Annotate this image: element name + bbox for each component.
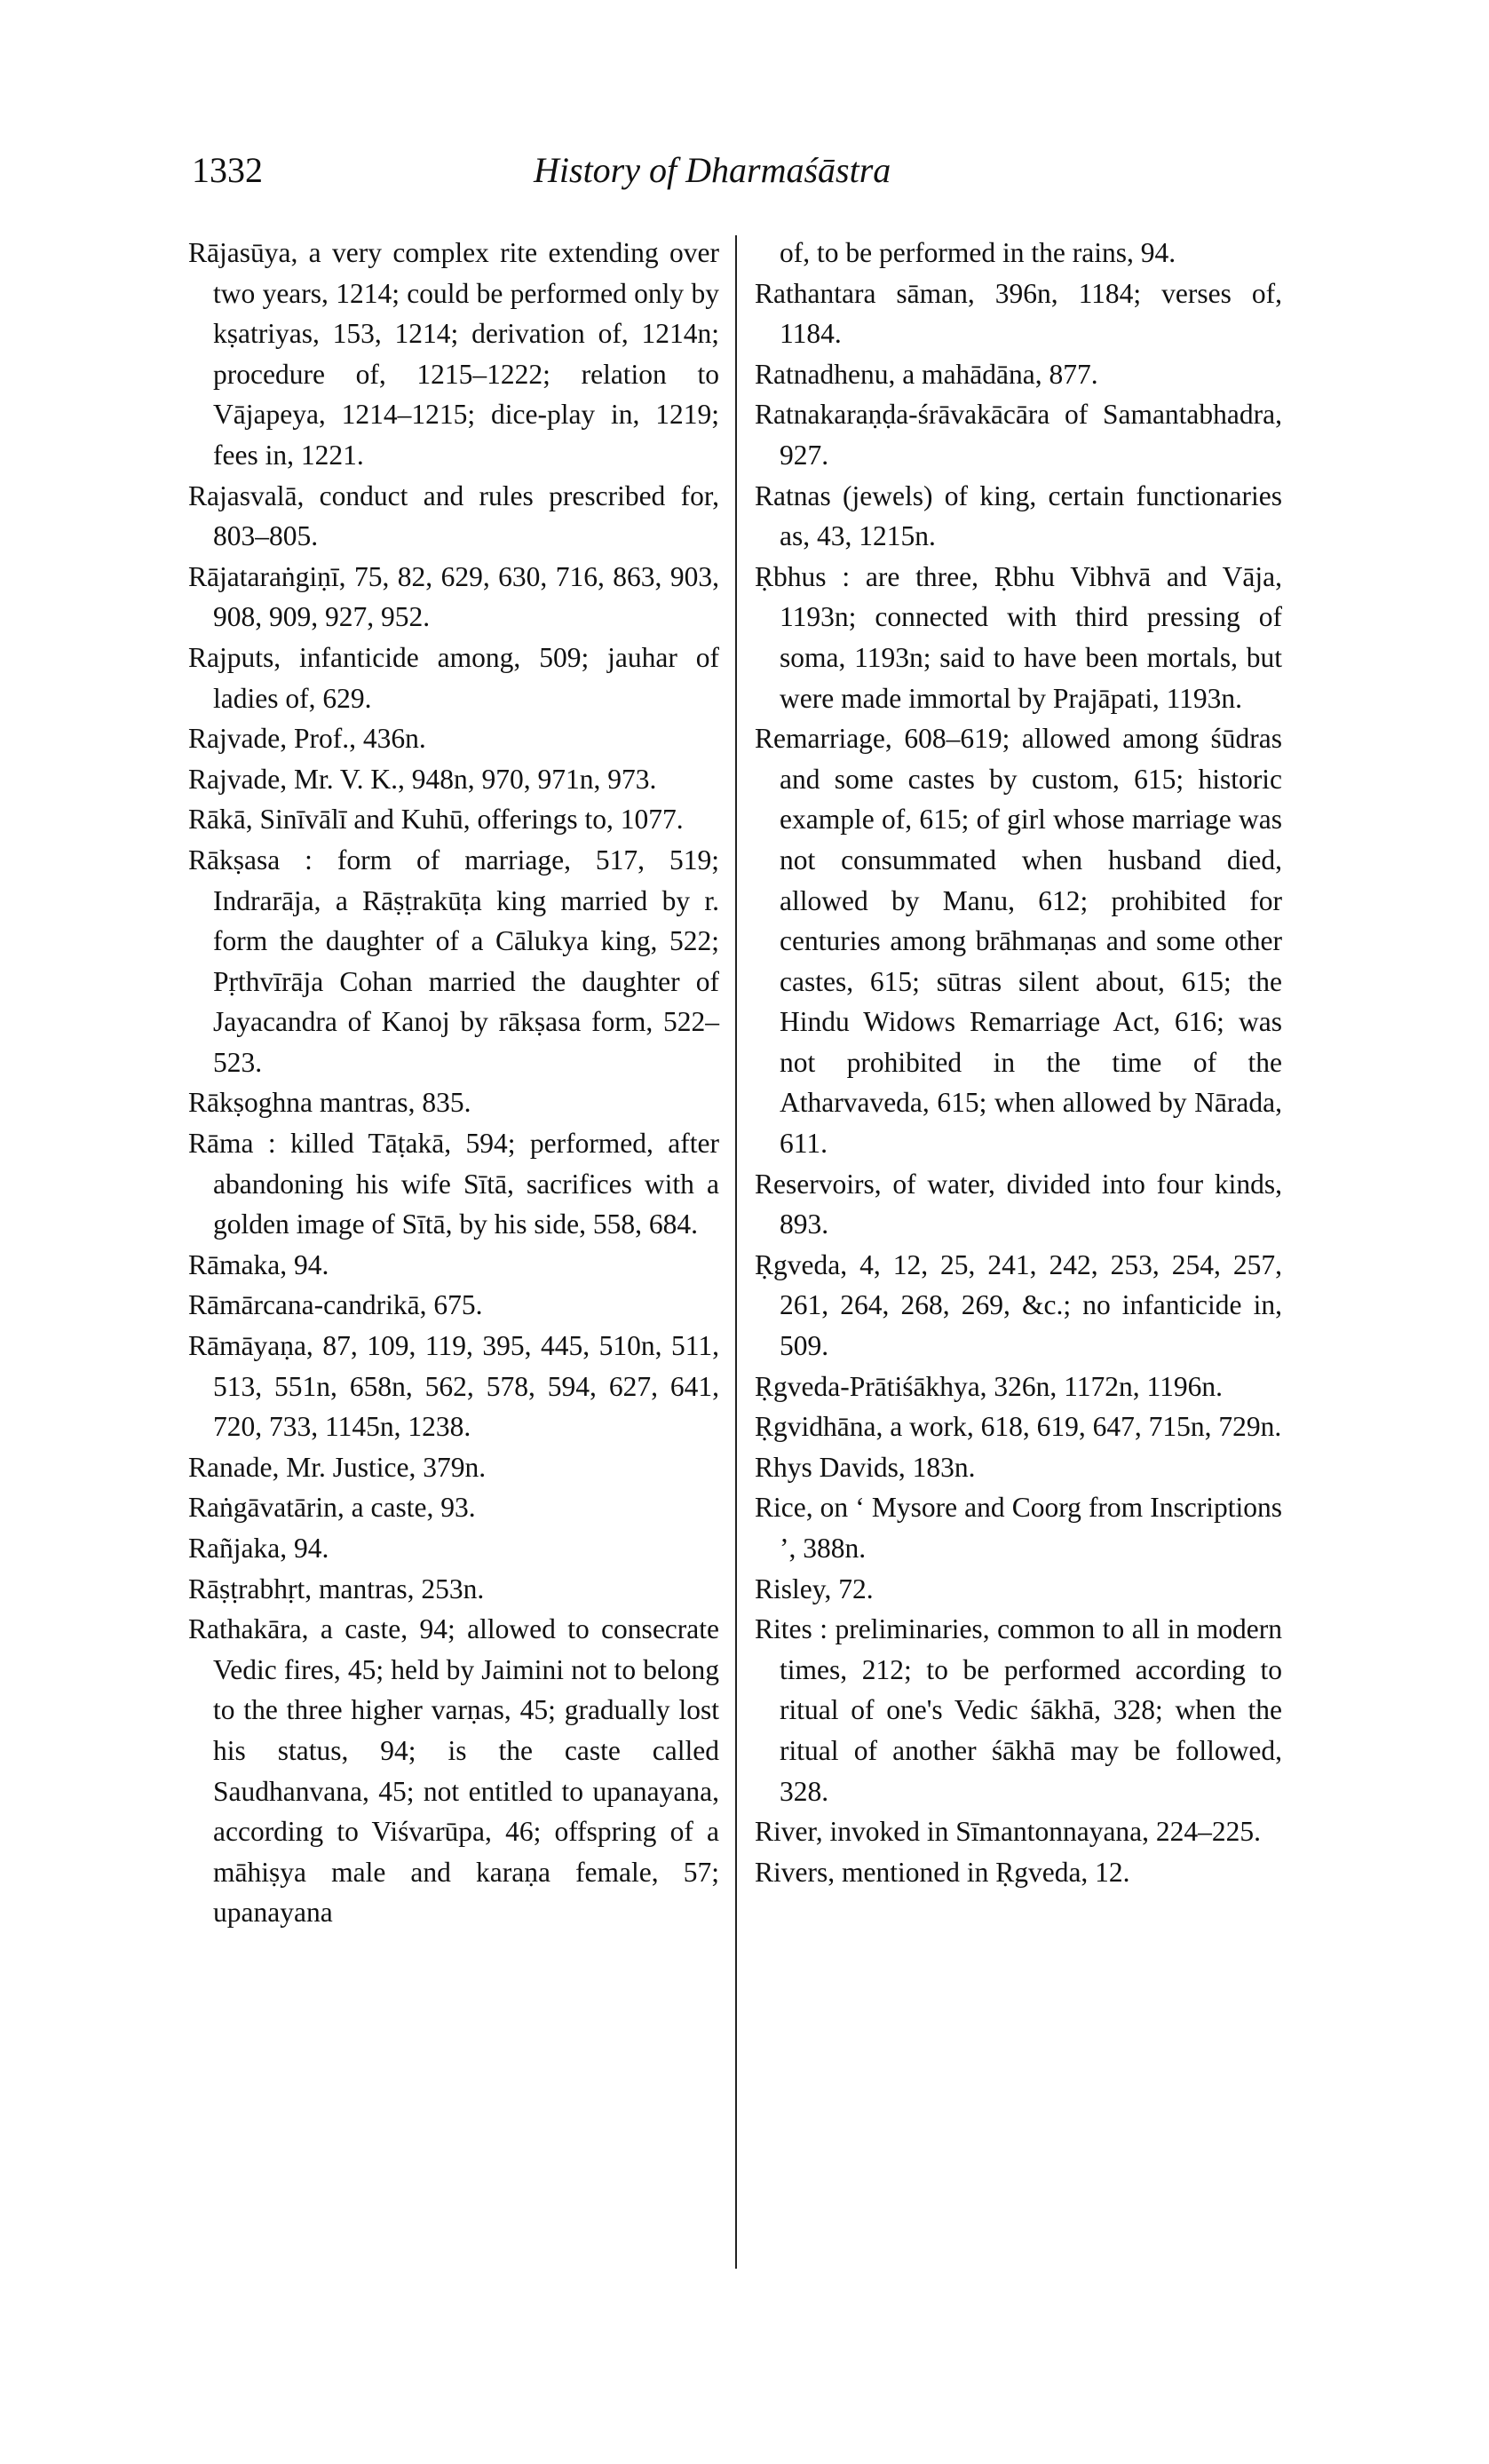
index-entry-continuation: of, to be performed in the rains, 94. (780, 237, 1176, 268)
index-entry: Rañjaka, 94. (188, 1533, 329, 1564)
index-entry: Ṛgveda, 4, 12, 25, 241, 242, 253, 254, 257, 261, 264, 268, 269, &c.; no infanticide in, 509. (755, 1248, 1282, 1362)
index-entry: Rākā, Sinīvālī and Kuhū, offerings to, 1077. (188, 804, 684, 836)
index-entry: Rajputs, infanticide among, 509; jauhar of ladies of, 629. (188, 641, 719, 714)
index-entry: River, invoked in Sīmantonnayana, 224–225. (755, 1816, 1262, 1848)
index-entry: Rivers, mentioned in Ṛgveda, 12. (755, 1856, 1130, 1888)
index-entry: Rājataraṅgiṇī, 75, 82, 629, 630, 716, 863, 903, 908, 909, 927, 952. (188, 560, 719, 633)
index-entry: Rākṣoghna mantras, 835. (188, 1087, 471, 1119)
index-entry: Rice, on ‘ Mysore and Coorg from Inscriptions ’, 388n. (755, 1492, 1282, 1564)
index-entry: Rajasvalā, conduct and rules prescribed for, 803–805. (188, 479, 719, 552)
index-entry: Ratnadhenu, a mahādāna, 877. (755, 358, 1098, 390)
index-entry: Rajvade, Mr. V. K., 948n, 970, 971n, 973. (188, 763, 657, 795)
index-entry: Rhys Davids, 183n. (755, 1451, 976, 1483)
index-entry: Rāma : killed Tāṭakā, 594; performed, after abandoning his wife Sītā, sacrifices with a golden image of Sītā, by his side, 558, 684. (188, 1128, 719, 1240)
index-entry: Ṛbhus : are three, Ṛbhu Vibhvā and Vāja, 1193n; connected with third pressing of soma, 1193n; said to have been mortals, but were made immortal by Prajāpati, 1193n. (755, 560, 1282, 714)
index-entry: Ranade, Mr. Justice, 379n. (188, 1451, 487, 1483)
index-entry: Ratnakaraṇḍa-śrāvakācāra of Samantabhadra, 927. (755, 399, 1282, 471)
index-entry: Rākṣasa : form of marriage, 517, 519; Indrarāja, a Rāṣṭrakūṭa king married by r. form the daughter of a Cālukya king, 522; Pṛthvīrāja Cohan married the daughter of Jayacandra of Kanoj by rākṣasa form, 522–523. (188, 844, 719, 1078)
index-column-left (188, 233, 719, 1933)
index-entry: Raṅgāvatārin, a caste, 93. (188, 1492, 476, 1524)
index-entry: Ṛgveda-Prātiśākhya, 326n, 1172n, 1196n. (755, 1370, 1223, 1402)
index-entry: Rāmāyaṇa, 87, 109, 119, 395, 445, 510n, 511, 513, 551n, 658n, 562, 578, 594, 627, 641, 720, 733, 1145n, 1238. (188, 1330, 719, 1443)
index-entry: Rites : preliminaries, common to all in modern times, 212; to be performed according to ritual of one's Vedic śākhā, 328; when the ritual of another śākhā may be followed, 328. (755, 1613, 1282, 1807)
index-column-right (755, 233, 1282, 1892)
page-number: 1332 (192, 150, 263, 190)
page-header (192, 149, 973, 202)
index-entry: Ṛgvidhāna, a work, 618, 619, 647, 715n, 729n. (755, 1411, 1282, 1443)
index-entry: Rājasūya, a very complex rite extending over two years, 1214; could be performed only by kṣatriyas, 153, 1214; derivation of, 1214n; procedure of, 1215–1222; relation to Vājapeya, 1214–1215; dice-play in, 1219; fees in, 1221. (188, 237, 719, 471)
column-divider (735, 235, 737, 2269)
index-entry: Risley, 72. (755, 1573, 874, 1604)
index-entry: Rathantara sāman, 396n, 1184; verses of, 1184. (755, 277, 1282, 350)
index-entry: Rāṣṭrabhṛt, mantras, 253n. (188, 1573, 485, 1604)
running-title: History of Dharmaśāstra (534, 150, 891, 190)
index-entry: Rajvade, Prof., 436n. (188, 723, 426, 755)
index-entry: Reservoirs, of water, divided into four kinds, 893. (755, 1168, 1282, 1240)
index-entry: Rāmaka, 94. (188, 1248, 329, 1280)
index-entry: Rāmārcana-candrikā, 675. (188, 1289, 483, 1321)
index-entry: Rathakāra, a caste, 94; allowed to consecrate Vedic fires, 45; held by Jaimini not to belong to the three higher varṇas, 45; gradually lost his status, 94; is the caste called Saudhanvana, 45; not entitled to upanayana, according to Viśvarūpa, 46; offspring of a māhiṣya male and karaṇa female, 57; upanayana (188, 1613, 719, 1929)
index-entry: Ratnas (jewels) of king, certain functionaries as, 43, 1215n. (755, 479, 1282, 552)
index-entry: Remarriage, 608–619; allowed among śūdras and some castes by custom, 615; historic example of, 615; of girl whose marriage was not consummated when husband died, allowed by Manu, 612; prohibited for centuries among brāhmaṇas and some other castes, 615; sūtras silent about, 615; the Hindu Widows Remarriage Act, 616; was not prohibited in the time of the Atharvaveda, 615; when allowed by Nārada, 611. (755, 723, 1282, 1160)
